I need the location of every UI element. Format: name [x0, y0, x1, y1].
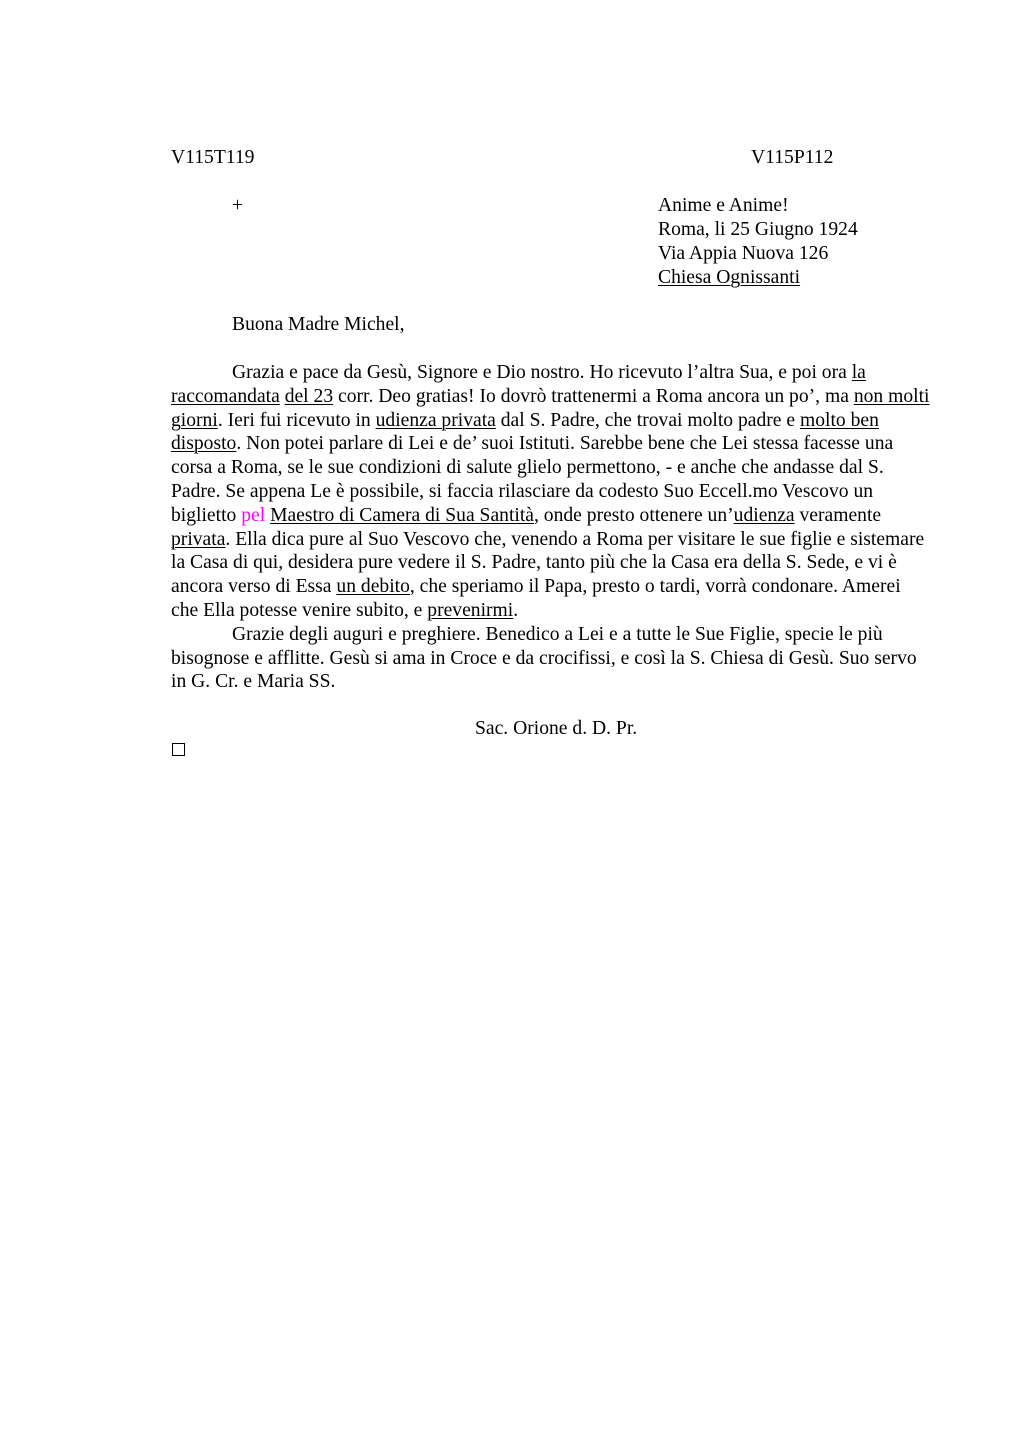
- letter-body: [171, 361, 931, 694]
- p1-underlined: Maestro di Camera di Sua Santità: [270, 504, 534, 526]
- p1-underlined: prevenirmi: [427, 599, 514, 621]
- p1-underlined: privata: [171, 528, 226, 550]
- p1-underlined: udienza: [733, 504, 795, 526]
- p1-text: Grazia e pace da Gesù, Signore e Dio nostro. Ho ricevuto l’altra Sua, e poi ora: [232, 362, 852, 383]
- p1-highlighted-word: pel: [241, 504, 266, 526]
- dateline-church: Chiesa Ognissanti: [658, 267, 801, 288]
- paragraph-1: [171, 361, 931, 623]
- p1-underlined: la raccomandata: [171, 362, 866, 407]
- p1-underlined: molto ben disposto: [171, 409, 879, 455]
- p1-text: , che speriamo il Papa, presto o tardi, vorrà condonare. Amerei che Ella potesse venire subito, e: [171, 576, 901, 621]
- signature: Sac. Orione d. D. Pr.: [475, 718, 638, 739]
- left-document-code: V115T119: [171, 147, 255, 168]
- p1-text: . Non potei parlare di Lei e de’ suoi Istituti. Sarebbe bene che Lei stessa facesse una corsa a Roma, se le sue condizioni di salute glielo permettono, - e anche che andasse dal S. Padre. Se appena Le è possibile, si faccia rilasciare da codesto Suo Eccell.mo Vescovo un biglietto: [171, 433, 894, 526]
- dateline-greeting: Anime e Anime!: [658, 195, 789, 216]
- right-document-code: V115P112: [751, 147, 834, 168]
- p1-text: . Ieri fui ricevuto in: [217, 409, 376, 431]
- dateline-place-date: Roma, li 25 Giugno 1924: [658, 219, 858, 240]
- p1-underlined: un debito: [336, 576, 410, 598]
- p1-text: corr. Deo gratias! Io dovrò trattenermi a Roma ancora un po’, ma: [333, 385, 854, 407]
- cross-mark: +: [232, 195, 244, 216]
- p1-underlined: non molti giorni: [171, 385, 930, 431]
- checkbox-square-icon: [172, 743, 185, 756]
- p1-text: dal S. Padre, che trovai molto padre e: [495, 409, 800, 431]
- p1-underlined: del 23: [284, 385, 334, 407]
- dateline-address: Via Appia Nuova 126: [658, 243, 829, 264]
- p1-text: .: [513, 599, 519, 621]
- paragraph-2: Grazie degli auguri e preghiere. Benedico a Lei e a tutte le Sue Figlie, specie le più bisognose e afflitte. Gesù si ama in Croce e da crocifissi, e così la S. Chiesa di Gesù. Suo servo in G. Cr. e Maria SS.: [171, 623, 917, 693]
- p1-text: , onde presto ottenere un’: [533, 504, 734, 526]
- p1-underlined: udienza privata: [375, 409, 496, 431]
- p1-text: . Ella dica pure al Suo Vescovo che, venendo a Roma per visitare le sue figlie e sistemare la Casa di qui, desidera pure vedere il S. Padre, tanto più che la Casa era della S. Sede, e vi è ancora verso di Essa: [171, 528, 925, 598]
- p1-text: veramente: [794, 504, 882, 526]
- salutation: Buona Madre Michel,: [232, 314, 405, 335]
